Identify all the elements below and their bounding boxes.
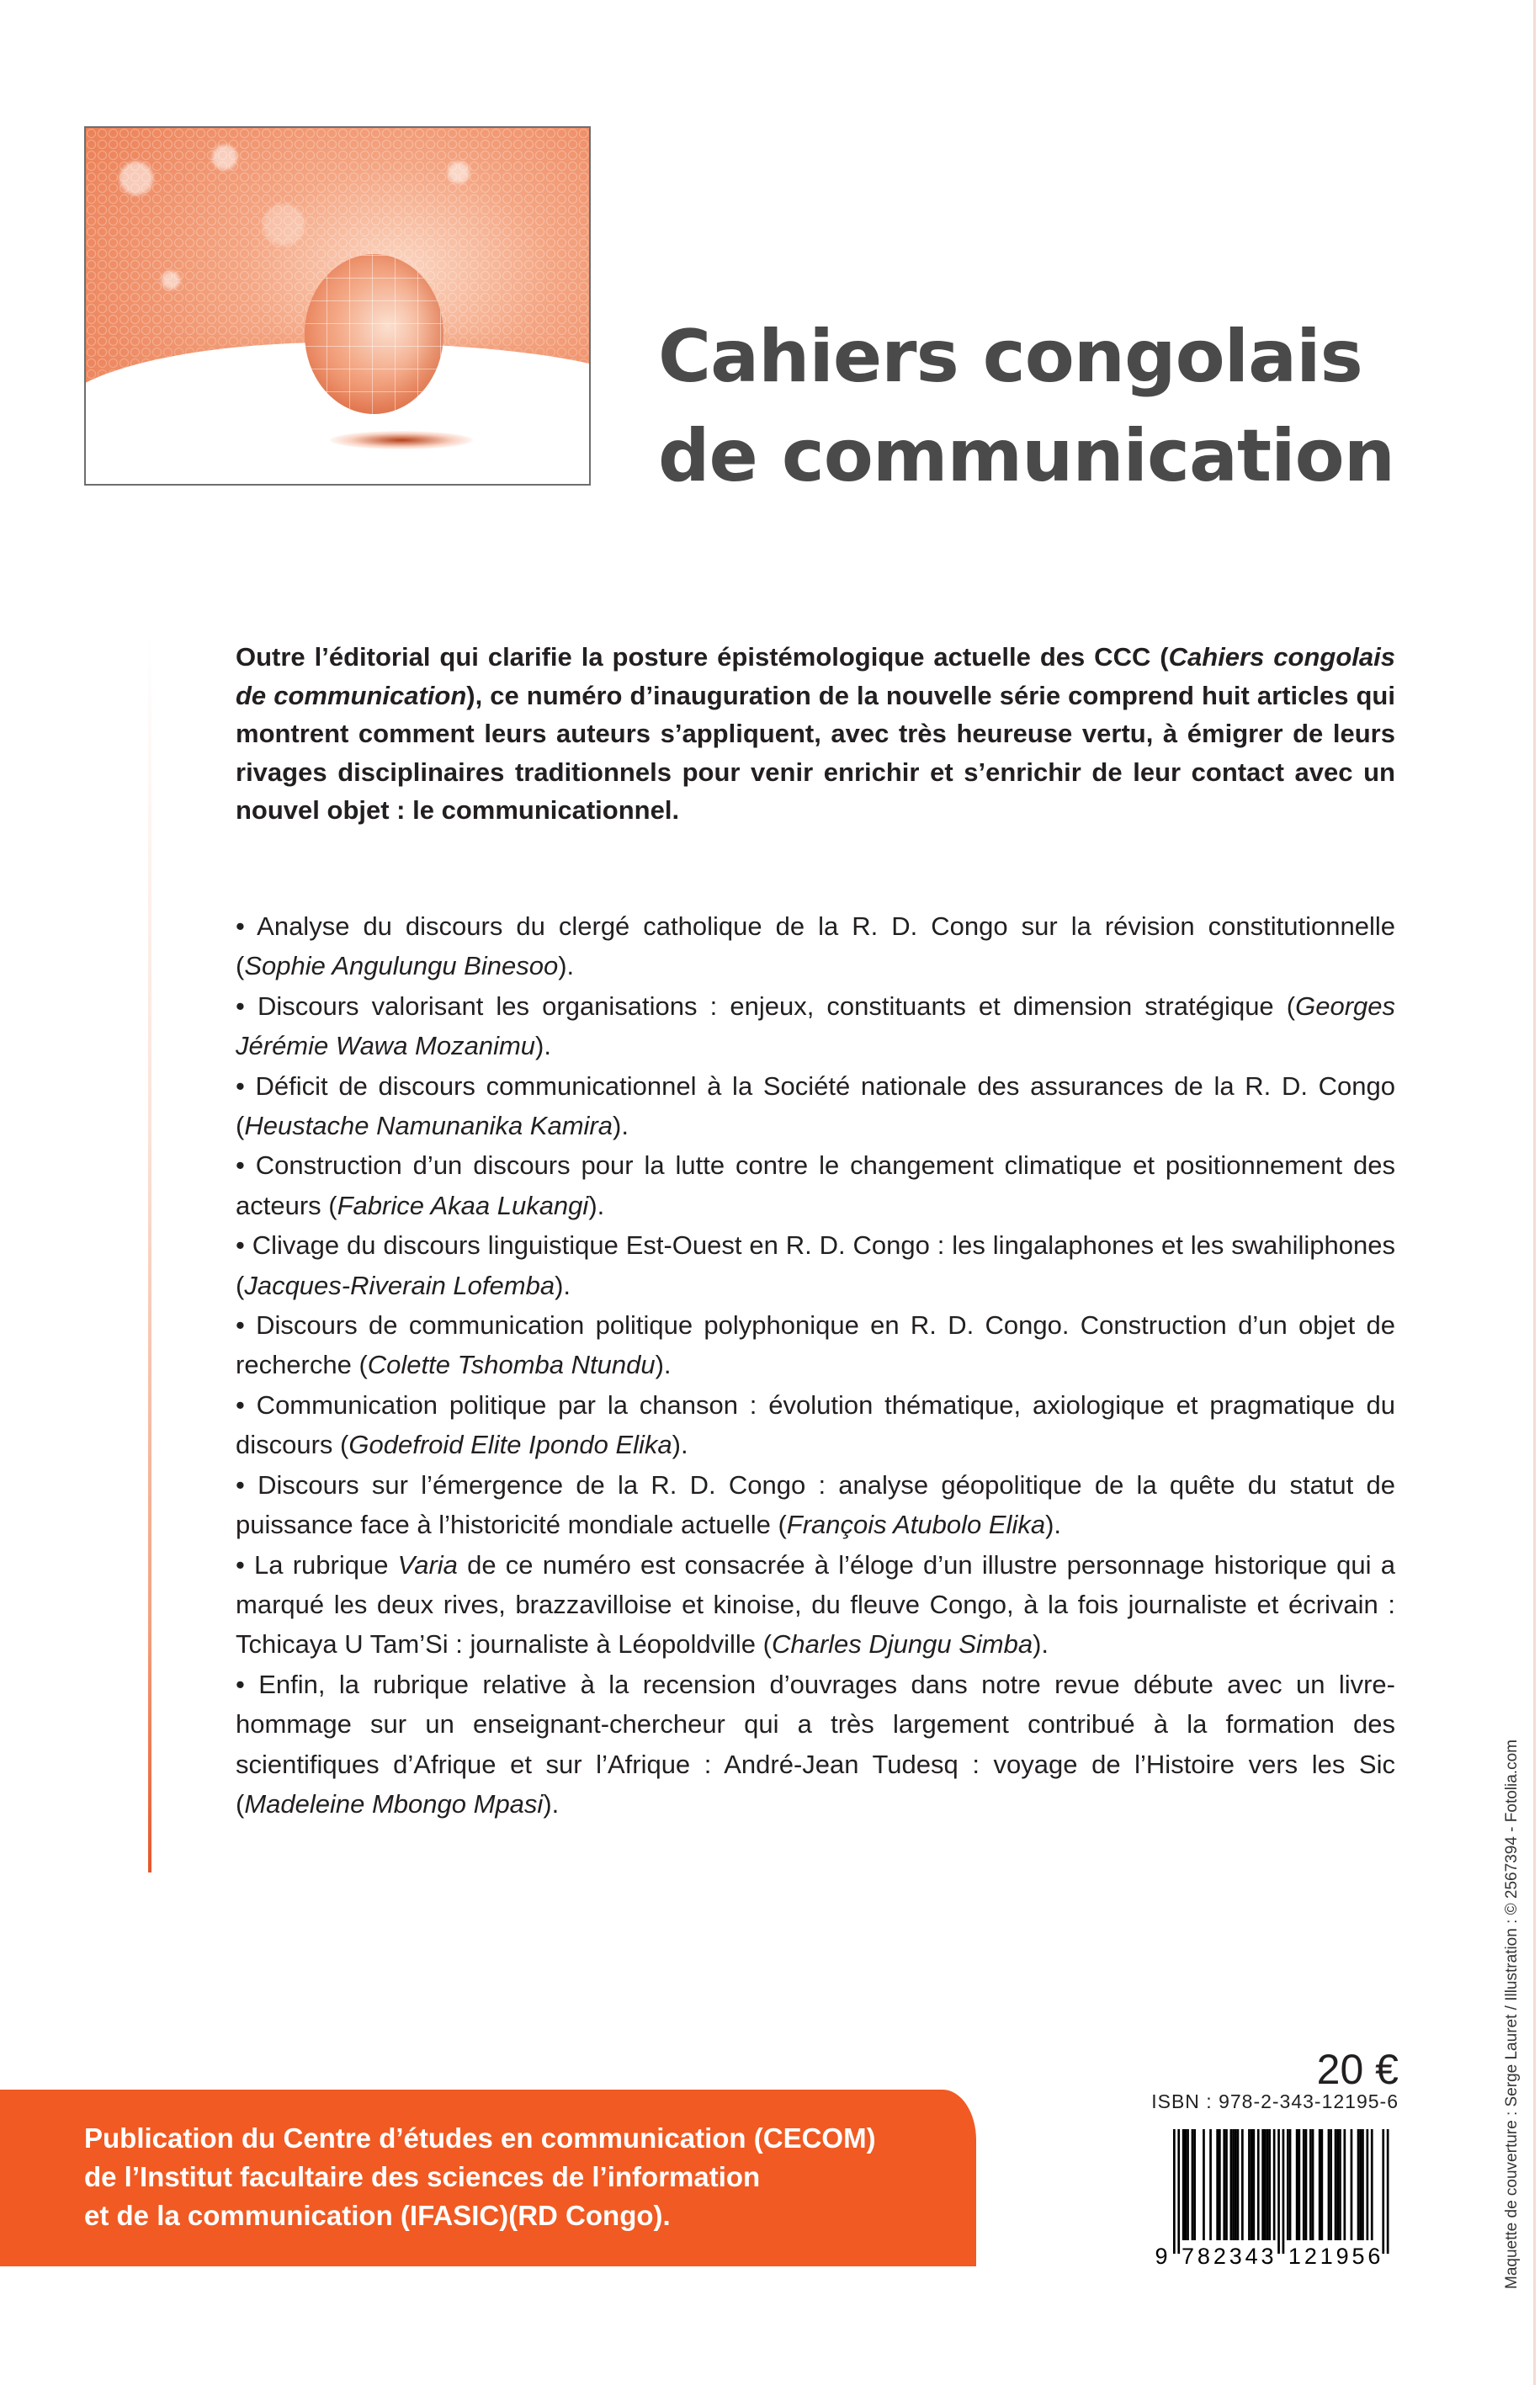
article-item (236, 906, 1395, 986)
italic-text: Godefroid Elite Ipondo Elika (348, 1430, 672, 1460)
barcode-bar (1296, 2129, 1298, 2240)
barcode-bar (1225, 2129, 1228, 2240)
barcode-digit: 1 (1320, 2244, 1333, 2269)
barcode-bar (1309, 2129, 1312, 2240)
text-segment: ). (655, 1350, 672, 1380)
spine-edge (1533, 0, 1536, 2385)
text-segment: ). (555, 1270, 571, 1300)
barcode-digit: 2 (1304, 2244, 1317, 2269)
barcode-digit: 2 (1213, 2244, 1226, 2269)
italic-text: Colette Tshomba Ntundu (367, 1350, 656, 1380)
title-line-1: Cahiers congolais (658, 315, 1362, 399)
barcode-bar (1182, 2129, 1185, 2240)
text-segment: • Discours sur l’émergence de la R. D. Congo : analyse géopolitique de la quête du statut de puissance face à l’historicité mondiale actuelle ( (236, 1469, 1395, 1540)
barcode-bar (1253, 2129, 1256, 2240)
barcode-bar (1362, 2129, 1364, 2240)
title-line-2: de communication (658, 414, 1394, 498)
barcode-digit: 6 (1367, 2244, 1381, 2269)
barcode-bar (1241, 2129, 1244, 2240)
italic-text: Charles Djungu Simba (771, 1629, 1033, 1660)
barcode-bar (1357, 2129, 1360, 2240)
barcode-bar (1223, 2129, 1225, 2240)
barcode-bar (1267, 2129, 1269, 2240)
text-segment: ). (1045, 1510, 1062, 1540)
barcode-digit: 7 (1182, 2244, 1195, 2269)
barcode-bar (1257, 2129, 1260, 2240)
barcode-bar (1319, 2129, 1321, 2240)
publisher-line-3: et de la communication (IFASIC)(RD Congo). (84, 2200, 671, 2231)
barcode-digit: 8 (1197, 2244, 1210, 2269)
barcode-bar (1367, 2129, 1369, 2240)
barcode-bar (1277, 2129, 1280, 2254)
barcode-digit: 1 (1288, 2244, 1301, 2269)
barcode-bar (1216, 2129, 1219, 2240)
barcode-bar (1339, 2129, 1341, 2240)
barcode-bar (1193, 2129, 1196, 2240)
italic-text: Cahiers congolais de communication (236, 642, 1395, 710)
barcode-bar (1187, 2129, 1189, 2240)
text-segment: • Enfin, la rubrique relative à la recension d’ouvrages dans notre revue débute avec un livre-hommage sur un enseignant-chercheur qui a très largement contribué à la formation des scientifiques d’Afrique et sur l’Afrique : André-Jean Tudesq : voyage de l’Histoire vers les Sic ( (236, 1669, 1395, 1819)
barcode-bar (1192, 2129, 1194, 2240)
barcode-bar (1312, 2129, 1314, 2240)
barcode-bar (1235, 2129, 1237, 2240)
barcode-bar (1264, 2129, 1267, 2240)
barcode-bar (1305, 2129, 1308, 2240)
text-segment: • La rubrique (236, 1549, 398, 1580)
barcode-bar (1237, 2129, 1240, 2240)
text-segment: ), ce numéro d’inauguration de la nouvelle série comprend huit articles qui montrent comment leurs auteurs s’appliquent, avec très heureuse vertu, à émigrer de leurs rivages disciplinaires traditionnels pour venir enrichir et s’enrichir de leur contact avec un nouvel objet : le communicationnel. (236, 680, 1395, 825)
italic-text: François Atubolo Elika (786, 1510, 1046, 1540)
text-segment: • Discours valorisant les organisations : enjeux, constituants et dimension stratégique ( (236, 991, 1296, 1021)
decorative-vertical-line (148, 635, 151, 1872)
barcode-digit: 5 (1351, 2244, 1365, 2269)
barcode-bar (1273, 2129, 1276, 2240)
text-segment: ). (613, 1111, 629, 1141)
barcode-bar (1335, 2129, 1337, 2240)
intro-paragraph (236, 638, 1395, 830)
barcode-bar (1248, 2129, 1251, 2240)
barcode-bar (1298, 2129, 1301, 2240)
publisher-line-1: Publication du Centre d’études en communication (CECOM) (84, 2122, 876, 2154)
text-segment: • Communication politique par la chanson : évolution thématique, axiologique et pragmatique du discours ( (236, 1389, 1395, 1460)
barcode-bar (1287, 2129, 1289, 2240)
publisher-line-2: de l’Institut facultaire des sciences de l’information (84, 2161, 761, 2192)
barcode-bar (1289, 2129, 1292, 2240)
book-title (658, 307, 1394, 506)
barcode-bar (1232, 2129, 1235, 2240)
barcode-bar (1209, 2129, 1212, 2240)
text-segment: ). (558, 951, 575, 981)
text-segment: de ce numéro est consacrée à l’éloge d’un illustre personnage historique qui a marqué les deux rives, brazzavilloise et kinoise, du fleuve Congo, à la fois journaliste et écrivain : Tchicaya U Tam’Si : journaliste à Léopoldville ( (236, 1549, 1395, 1660)
italic-text: Heustache Namunanika Kamira (244, 1111, 613, 1141)
article-item (236, 1145, 1395, 1225)
barcode-bar (1268, 2129, 1271, 2240)
barcode-bar (1344, 2129, 1346, 2240)
text-segment: ). (588, 1190, 605, 1220)
globe-illustration (84, 126, 591, 486)
barcode-bar (1336, 2129, 1339, 2240)
text-segment: ). (543, 1788, 560, 1819)
italic-text: Jacques-Riverain Lofemba (244, 1270, 555, 1300)
cover-credit: Maquette de couverture : Serge Lauret / Illustration : © 2567394 - Fotolia.com (1503, 1740, 1521, 2289)
barcode-bar (1382, 2129, 1384, 2254)
article-list (236, 906, 1395, 1824)
globe-icon (305, 254, 443, 414)
barcode-bar (1203, 2129, 1205, 2240)
italic-text: Fabrice Akaa Lukangi (337, 1190, 589, 1220)
isbn-barcode (1155, 2129, 1399, 2272)
barcode-bar (1219, 2129, 1221, 2240)
text-segment: • Déficit de discours communicationnel à la Société nationale des assurances de la R. D. Congo ( (236, 1070, 1395, 1141)
italic-text: Varia (397, 1549, 458, 1580)
article-item (236, 1305, 1395, 1385)
article-item (236, 1066, 1395, 1146)
barcode-bar (1387, 2129, 1389, 2254)
text-segment: • Analyse du discours du clergé catholique de la R. D. Congo sur la révision constitutionnelle ( (236, 911, 1395, 981)
article-item (236, 1665, 1395, 1825)
barcode-bar (1359, 2129, 1362, 2240)
price: 20 € (1316, 2046, 1399, 2093)
barcode-bar (1173, 2129, 1176, 2254)
barcode-bar (1185, 2129, 1187, 2240)
barcode-bar (1328, 2129, 1330, 2240)
barcode-bar (1282, 2129, 1285, 2254)
barcode-digit: 3 (1261, 2244, 1274, 2269)
text-segment: ). (1033, 1629, 1049, 1660)
article-item (236, 1545, 1395, 1665)
text-segment: ). (535, 1031, 551, 1061)
barcode-bar (1303, 2129, 1305, 2240)
barcode-bar (1330, 2129, 1332, 2240)
article-item (236, 986, 1395, 1066)
barcode-digit: 9 (1155, 2244, 1168, 2269)
italic-text: Madeleine Mbongo Mpasi (244, 1788, 544, 1819)
barcode-bar (1177, 2129, 1180, 2254)
barcode-bar (1321, 2129, 1324, 2240)
barcode-bar (1371, 2129, 1373, 2240)
text-segment: • Construction d’un discours pour la lutte contre le changement climatique et positionnement des acteurs ( (236, 1150, 1395, 1220)
article-item (236, 1465, 1395, 1545)
italic-text: Sophie Angulungu Binesoo (244, 951, 559, 981)
barcode-digit: 3 (1229, 2244, 1242, 2269)
text-segment: • Discours de communication politique polyphonique en R. D. Congo. Construction d’un objet de recherche ( (236, 1310, 1395, 1380)
text-segment: ). (672, 1430, 688, 1460)
barcode-bar (1251, 2129, 1253, 2240)
text-segment: Outre l’éditorial qui clarifie la posture épistémologique actuelle des CCC ( (236, 642, 1169, 672)
barcode-bar (1230, 2129, 1233, 2240)
barcode-bar (1351, 2129, 1353, 2240)
barcode-digit: 9 (1336, 2244, 1349, 2269)
article-item (236, 1385, 1395, 1465)
italic-text: Georges Jérémie Wawa Mozanimu (236, 991, 1395, 1061)
barcode-digit: 4 (1245, 2244, 1258, 2269)
text-segment: • Clivage du discours linguistique Est-Ouest en R. D. Congo : les lingalaphones et les swahiliphones ( (236, 1230, 1395, 1300)
isbn: ISBN : 978-2-343-12195-6 (1151, 2090, 1399, 2112)
article-item (236, 1225, 1395, 1305)
barcode-bar (1261, 2129, 1264, 2240)
publisher-banner (0, 2090, 976, 2266)
